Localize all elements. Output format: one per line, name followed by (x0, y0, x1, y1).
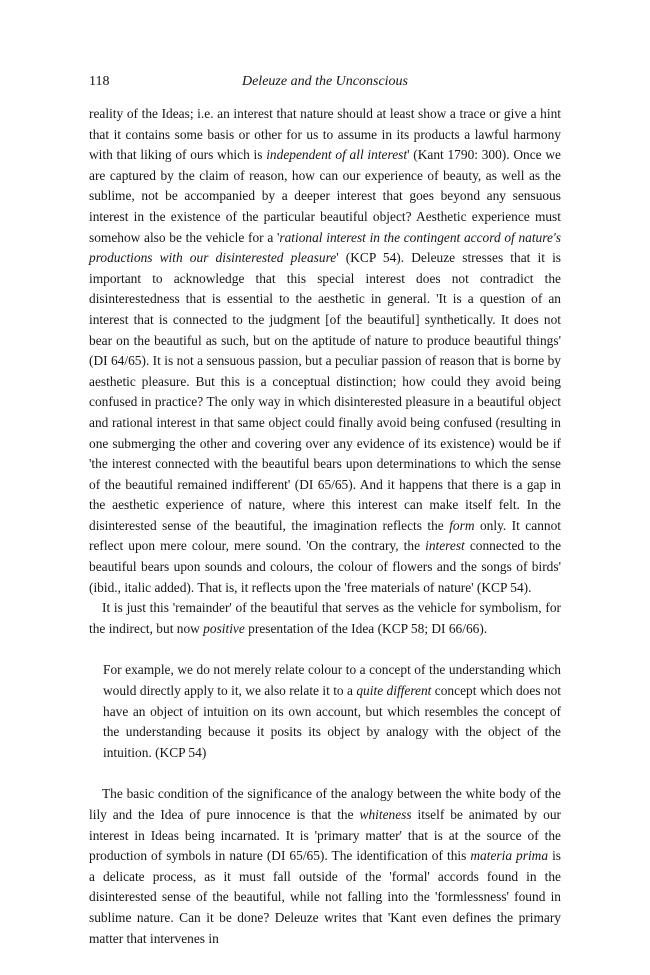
text-run: itself be animated by our interest in Ideas being incarnated. It is 'primary matter' that is at the source of the production of symbols in nature (DI 65/65). The identification of this (89, 807, 561, 864)
text-run: The basic condition of the significance of the analogy between the white body of the lily and the Idea of pure innocence is that the (89, 786, 561, 822)
italic-run: whiteness (359, 807, 412, 822)
text-run: presentation of the Idea (KCP 58; DI 66/66). (244, 620, 488, 636)
text-run: only. It cannot reflect upon mere colour, mere sound. 'On the contrary, the (89, 517, 561, 554)
block-quote (103, 660, 561, 763)
text-run: reality of the Ideas; i.e. an interest that nature should at least show a trace or give a hint that it contains some basis or other for us to assume in its products a lawful harmony with that liking of ours which is (89, 106, 561, 163)
body-text (89, 104, 561, 949)
italic-run: positive (203, 620, 245, 636)
italic-run: quite different (356, 683, 432, 699)
italic-run: form (449, 517, 475, 533)
page-number: 118 (89, 74, 110, 89)
italic-run: rational interest in the contingent accord of nature's productions with our disinterested pleasure (89, 229, 561, 266)
paragraph-2 (89, 598, 561, 639)
running-header (89, 72, 561, 92)
text-run: concept which does not have an object of intuition on its own account, but which resembles the concept of the understanding because it posits its object by analogy with the object of the intuition. (KCP 54) (103, 683, 561, 760)
text-run: For example, we do not merely relate colour to a concept of the understanding which would directly apply to it, we also relate it to a (103, 662, 561, 699)
text-run: is a delicate process, as it must fall outside of the 'formal' accords found in the disinterested sense of the beautiful, while not falling into the 'formlessness' found in sublime nature. Can it be done? Deleuze writes that 'Kant even defines the primary matter that intervenes in (89, 848, 562, 946)
paragraph-1 (89, 104, 561, 598)
text-run: connected to the beautiful bears upon sounds and colours, the colour of flowers and the songs of birds' (ibid., italic added). That is, it reflects upon the 'free materials of nature' (KCP 54). (89, 538, 562, 595)
italic-run: interest (425, 538, 465, 554)
text-run: ' (Kant 1790: 300). Once we are captured by the claim of reason, how can our experience of beauty, as well as the sublime, not be accompanied by a deeper interest that goes beyond any sensuous interest in the existence of the particular beautiful object? Aesthetic experience must somehow also be the vehicle for a ' (89, 147, 561, 245)
italic-run: independent of all interest (266, 147, 408, 163)
italic-run: materia prima (470, 848, 549, 864)
running-title: Deleuze and the Unconscious (241, 74, 409, 89)
paragraph-3 (89, 784, 561, 949)
text-run: ' (KCP 54). Deleuze stresses that it is important to acknowledge that this special interest does not contradict the disinterestedness that is essential to the aesthetic in general. 'It is a question of an interest that is connected to the judgment [of the beautiful] synthetically. It does not bear on the beautiful as such, but on the aptitude of nature to produce beautiful things' (DI 64/65). It is not a sensuous passion, but a peculiar passion of reason that is borne by aesthetic pleasure. But this is a conceptual distinction; how could they avoid being confused in practice? The only way in which disinterested pleasure in a beautiful object and rational interest in that same object could finally avoid being confused (resulting in one submerging the other and covering over any evidence of its existence) would be if 'the interest connected with the beautiful bears upon determinations to which the sense of the beautiful remained indifferent' (DI 65/65). And it happens that there is a gap in the aesthetic experience of nature, where this interest can make itself felt. In the disinterested sense of the beautiful, the imagination reflects the (89, 250, 561, 533)
text-run: It is just this 'remainder' of the beautiful that serves as the vehicle for symbolism, for the indirect, but now (89, 600, 561, 636)
